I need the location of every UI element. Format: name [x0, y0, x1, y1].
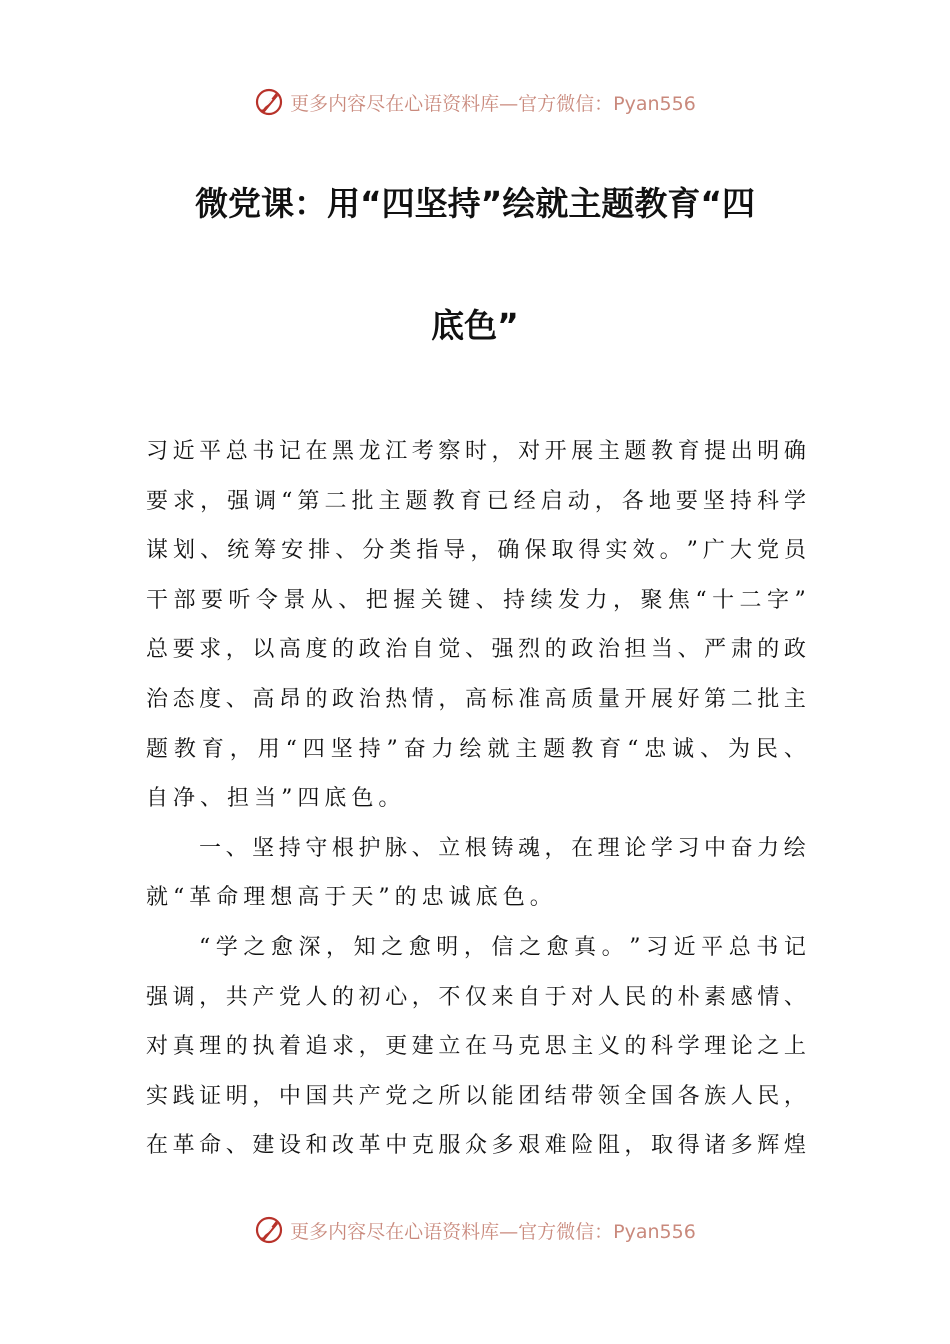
body-line: 要 求 ， 强 调 “ 第 二 批 主 题 教 育 已 经 启 动 ， 各 地 要 坚 持 科 学	[146, 488, 806, 514]
document-title-line-1: 微党课：用“四坚持”绘就主题教育“四	[194, 184, 756, 223]
body-line: 就 “ 革 命 理 想 高 于 天 ” 的 忠 诚 底 色 。	[146, 885, 552, 911]
footer-watermark-banner	[0, 1210, 950, 1250]
document-title-line-2: 底色”	[431, 306, 519, 345]
body-line: 谋 划 、 统 筹 安 排 、 分 类 指 导 ， 确 保 取 得 实 效 。 ” 广 大 党 员	[146, 538, 806, 564]
body-line: 治 态 度 、 高 昂 的 政 治 热 情 ， 高 标 准 高 质 量 开 展 好 第 二 批 主	[146, 686, 806, 712]
body-line: 总 要 求 ， 以 高 度 的 政 治 自 觉 、 强 烈 的 政 治 担 当 、 严 肃 的 政	[146, 637, 806, 663]
body-line: 强 调 ， 共 产 党 人 的 初 心 ， 不 仅 来 自 于 对 人 民 的 朴 素 感 情 、	[146, 984, 806, 1010]
body-line: 对 真 理 的 执 着 追 求 ， 更 建 立 在 马 克 思 主 义 的 科 学 理 论 之 上	[146, 1034, 806, 1060]
header-watermark-banner	[0, 82, 950, 122]
footer-banner-text: 更多内容尽在心语资料库—官方微信：Pyan556	[290, 1220, 696, 1243]
body-line: 实 践 证 明 ， 中 国 共 产 党 之 所 以 能 团 结 带 领 全 国 各 族 人 民 ，	[146, 1083, 806, 1109]
body-line: 在 革 命 、 建 设 和 改 革 中 克 服 众 多 艰 难 险 阻 ， 取 得 诸 多 辉 煌	[146, 1133, 806, 1159]
body-line-section-heading: 一 、 坚 持 守 根 护 脉 、 立 根 铸 魂 ， 在 理 论 学 习 中 奋 力 绘	[199, 835, 806, 861]
quill-logo-icon	[254, 87, 284, 117]
header-banner-text: 更多内容尽在心语资料库—官方微信：Pyan556	[290, 92, 696, 115]
body-line: 自 净 、 担 当 ” 四 底 色 。	[146, 786, 401, 812]
body-line: 题 教 育 ， 用 “ 四 坚 持 ” 奋 力 绘 就 主 题 教 育 “ 忠 诚 、 为 民 、	[146, 736, 806, 762]
body-line: 习 近 平 总 书 记 在 黑 龙 江 考 察 时 ， 对 开 展 主 题 教 育 提 出 明 确	[146, 439, 806, 464]
body-line-paragraph-start: “ 学 之 愈 深 ， 知 之 愈 明 ， 信 之 愈 真 。 ” 习 近 平 总 书 记	[199, 934, 806, 960]
quill-logo-icon	[254, 1215, 284, 1245]
document-body	[146, 427, 806, 1171]
body-line: 干 部 要 听 令 景 从 、 把 握 关 键 、 持 续 发 力 ， 聚 焦 “ 十 二 字 ”	[146, 587, 806, 613]
